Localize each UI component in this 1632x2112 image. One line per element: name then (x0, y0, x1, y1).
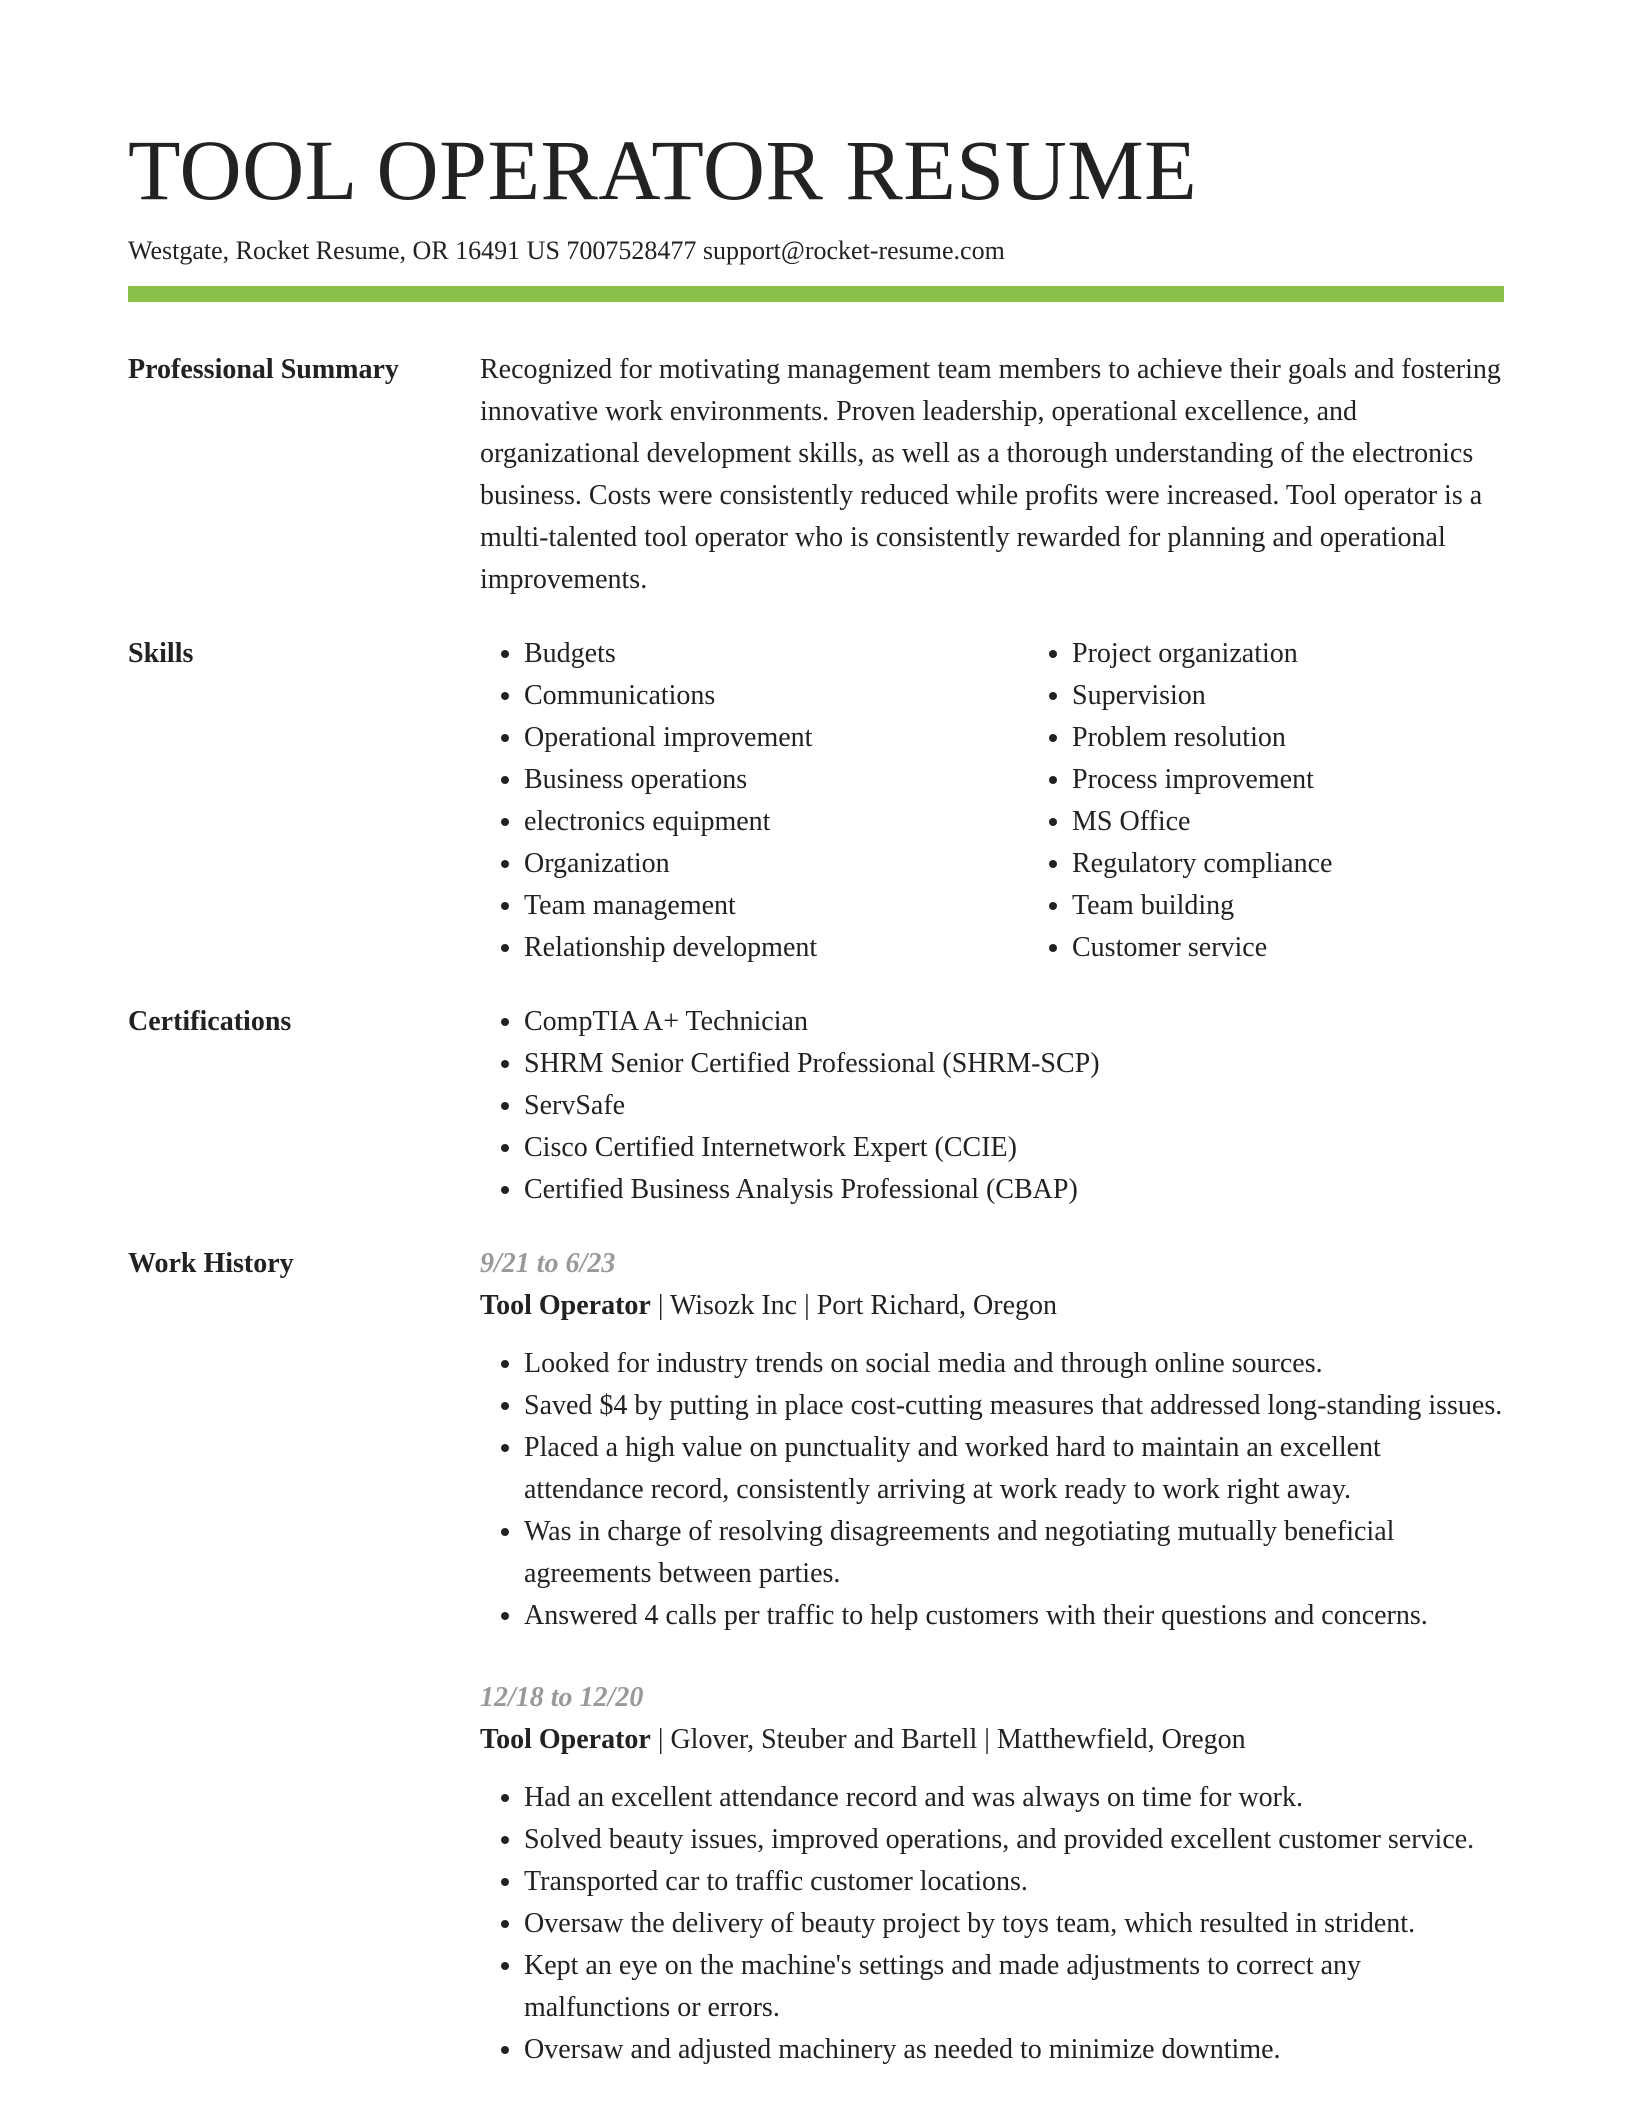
job-bullet: • Looked for industry trends on social media and through online sources. (524, 1343, 1504, 1385)
skills-label: Skills (128, 638, 194, 669)
certifications-label: Certifications (128, 1006, 292, 1037)
job-bullet: • Kept an eye on the machine's settings and made adjustments to correct any malfunctions or errors. (524, 1945, 1504, 2029)
resume-title: TOOL OPERATOR RESUME (128, 122, 1198, 218)
job-bullet: • Solved beauty issues, improved operations, and provided excellent customer service. (524, 1819, 1504, 1861)
job-title: Tool Operator (480, 1290, 651, 1321)
summary-section (128, 349, 1504, 601)
job-bullet: • Had an excellent attendance record and was always on time for work. (524, 1777, 1504, 1819)
job-bullet: • Transported car to traffic customer locations. (524, 1861, 1504, 1903)
skill-item: • Customer service (1072, 927, 1576, 969)
skill-item: • Team management (524, 885, 1028, 927)
certification-item: • ServSafe (524, 1085, 1504, 1127)
skill-item: • Communications (524, 675, 1028, 717)
certification-item: • CompTIA A+ Technician (524, 1001, 1504, 1043)
skill-item: • electronics equipment (524, 801, 1028, 843)
certification-item: • SHRM Senior Certified Professional (SHRM-SCP) (524, 1043, 1504, 1085)
job-bullets (480, 1777, 1504, 2071)
skill-item: • Business operations (524, 759, 1028, 801)
job-bullet: • Placed a high value on punctuality and worked hard to maintain an excellent attendance record, consistently arriving at work ready to work right away. (524, 1427, 1504, 1511)
job-details: | Glover, Steuber and Bartell | Matthewfield, Oregon (650, 1724, 1246, 1755)
summary-text: Recognized for motivating management team members to achieve their goals and fostering innovative work environments. Proven leadership, operational excellence, and organizational development skills, as well as a thorough understanding of the electronics business. Costs were consistently reduced while profits were increased. Tool operator is a multi-talented tool operator who is consistently rewarded for planning and operational improvements. (480, 354, 1501, 595)
job-bullet: • Saved $4 by putting in place cost-cutting measures that addressed long-standing issues. (524, 1385, 1504, 1427)
resume-page (128, 120, 1504, 2071)
job-heading (480, 1719, 1504, 1761)
skill-item: • Budgets (524, 633, 1028, 675)
skill-item: • Project organization (1072, 633, 1576, 675)
accent-divider (128, 286, 1504, 302)
certification-item: • Certified Business Analysis Professional (CBAP) (524, 1169, 1504, 1211)
contact-line: Westgate, Rocket Resume, OR 16491 US 7007528477 support@rocket-resume.com (128, 236, 1005, 265)
work-history-label: Work History (128, 1248, 294, 1279)
skill-item: • Problem resolution (1072, 717, 1576, 759)
skills-list-left (480, 633, 1028, 969)
certification-item: • Cisco Certified Internetwork Expert (CCIE) (524, 1127, 1504, 1169)
work-history-content (480, 1243, 1504, 2071)
skill-item: • Operational improvement (524, 717, 1028, 759)
skill-item: • Regulatory compliance (1072, 843, 1576, 885)
skill-item: • Supervision (1072, 675, 1576, 717)
job-bullet: • Oversaw and adjusted machinery as needed to minimize downtime. (524, 2029, 1504, 2071)
work-history-section (128, 1243, 1504, 2071)
certifications-content (480, 1001, 1504, 1211)
job-heading (480, 1285, 1504, 1327)
skills-list-right (1028, 633, 1576, 969)
job-entry (480, 1677, 1504, 2071)
job-entry (480, 1243, 1504, 1637)
certifications-section (128, 1001, 1504, 1211)
job-dates: 9/21 to 6/23 (480, 1248, 616, 1279)
job-bullets (480, 1343, 1504, 1637)
job-bullet: • Answered 4 calls per traffic to help customers with their questions and concerns. (524, 1595, 1504, 1637)
skill-item: • Team building (1072, 885, 1576, 927)
job-details: | Wisozk Inc | Port Richard, Oregon (650, 1290, 1057, 1321)
job-bullet: • Was in charge of resolving disagreements and negotiating mutually beneficial agreements between parties. (524, 1511, 1504, 1595)
summary-label: Professional Summary (128, 354, 399, 385)
skills-section (128, 633, 1504, 969)
skill-item: • Relationship development (524, 927, 1028, 969)
certifications-list (480, 1001, 1504, 1211)
skill-item: • Organization (524, 843, 1028, 885)
skill-item: • Process improvement (1072, 759, 1576, 801)
skill-item: • MS Office (1072, 801, 1576, 843)
job-bullet: • Oversaw the delivery of beauty project by toys team, which resulted in strident. (524, 1903, 1504, 1945)
job-title: Tool Operator (480, 1724, 651, 1755)
skills-grid (480, 633, 1576, 969)
job-dates: 12/18 to 12/20 (480, 1682, 644, 1713)
